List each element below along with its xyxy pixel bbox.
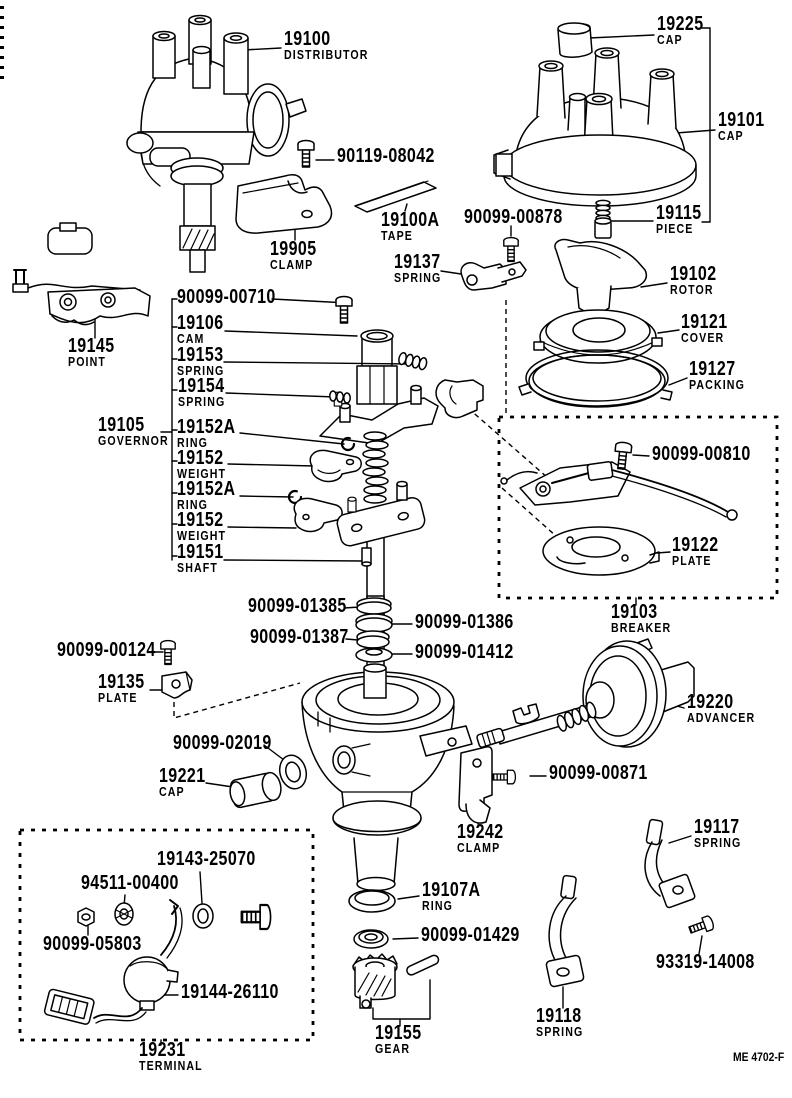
part-number: 90099-02019 <box>173 732 272 754</box>
part-name: SPRING <box>536 1025 584 1039</box>
part-number: 19220 <box>687 691 734 713</box>
part-name: TAPE <box>381 229 413 243</box>
scan-artifacts <box>0 6 4 79</box>
part-label-19144-26110 <box>181 982 303 1002</box>
part-number: 90099-01429 <box>421 924 520 946</box>
part-label-19122 <box>672 535 730 568</box>
part-label-19152 <box>177 448 235 481</box>
part-label-19143-25070 <box>157 849 280 869</box>
cap-19225-drawing <box>558 23 592 57</box>
part-name: SPRING <box>394 271 442 285</box>
part-label-19155 <box>375 1023 433 1056</box>
part-label-19135 <box>98 672 156 705</box>
part-number: 19145 <box>68 335 115 357</box>
spring-19137-drawing <box>461 238 526 290</box>
part-name: POINT <box>68 355 106 369</box>
part-name: DISTRIBUTOR <box>284 48 369 62</box>
part-name: BREAKER <box>611 621 672 635</box>
part-label-19152 <box>177 510 235 543</box>
part-number: 19905 <box>270 238 317 260</box>
part-label-19137 <box>394 252 452 285</box>
part-number: 19105 <box>98 414 145 436</box>
part-label-19103 <box>611 602 682 635</box>
part-number: 19118 <box>536 1005 582 1027</box>
part-name: SHAFT <box>177 561 218 575</box>
part-name: GEAR <box>375 1042 411 1056</box>
part-name: WEIGHT <box>177 467 227 481</box>
distributor-assembly-drawing <box>127 16 306 273</box>
part-number: 90099-00124 <box>57 639 156 661</box>
part-number: 19102 <box>670 263 717 285</box>
part-name: SPRING <box>177 364 225 378</box>
part-label-19220 <box>687 692 767 725</box>
part-name: WEIGHT <box>177 529 227 543</box>
part-name: PIECE <box>656 222 694 236</box>
governor-stack-drawing <box>289 297 483 603</box>
part-number: 90099-00878 <box>464 206 563 228</box>
screw-93319-14008-drawing <box>688 915 715 937</box>
part-number: 19231 <box>139 1039 186 1061</box>
part-number: 90099-05803 <box>43 933 142 955</box>
part-name: GOVERNOR <box>98 434 169 448</box>
part-label-90119-08042 <box>337 146 459 166</box>
part-label-19117 <box>694 817 751 850</box>
gear-19155-drawing <box>353 954 440 1008</box>
part-label-19121 <box>681 312 739 345</box>
part-number: 90099-01386 <box>415 611 514 633</box>
part-number: 19117 <box>694 816 740 838</box>
part-number: 19107A <box>422 879 481 901</box>
part-number: 19121 <box>681 311 728 333</box>
tape-19100A-drawing <box>355 181 436 212</box>
part-label-19107A <box>422 880 495 913</box>
part-number: 19152 <box>177 447 224 469</box>
part-label-90099-00810 <box>652 444 775 464</box>
terminal-assembly-drawing <box>44 900 271 1025</box>
part-label-19106 <box>177 313 235 346</box>
cap-19101-drawing <box>494 48 696 206</box>
part-label-19127 <box>689 359 755 392</box>
part-number: 19106 <box>177 312 224 334</box>
part-label-19100A <box>381 210 454 243</box>
part-label-19905 <box>270 239 328 272</box>
part-name: SPRING <box>178 395 226 409</box>
part-number: 94511-00400 <box>81 872 179 894</box>
part-number: 19122 <box>672 534 719 556</box>
part-number: 19155 <box>375 1022 422 1044</box>
part-number: 19221 <box>159 765 206 787</box>
part-label-19151 <box>177 542 235 575</box>
part-label-94511-00400 <box>81 873 203 893</box>
part-label-19115 <box>656 203 713 236</box>
plate-19135-drawing <box>162 672 192 698</box>
part-name: CLAMP <box>457 841 501 855</box>
housing-drawing <box>302 664 472 891</box>
part-number: 90099-00810 <box>652 443 751 465</box>
part-number: 19151 <box>177 541 224 563</box>
part-label-19102 <box>670 264 728 297</box>
part-number: 19143-25070 <box>157 848 256 870</box>
part-name: CAP <box>159 785 185 799</box>
rotor-19102-drawing <box>555 240 646 313</box>
spring-19117-drawing <box>645 819 696 908</box>
part-label-19152A <box>177 479 250 512</box>
part-label-90099-00124 <box>57 640 180 660</box>
part-label-90099-01385 <box>248 596 371 616</box>
part-number: 19101 <box>718 109 765 131</box>
part-number: 19242 <box>457 821 504 843</box>
part-label-93319-14008 <box>656 952 779 972</box>
part-name: COVER <box>681 331 725 345</box>
part-number: 93319-14008 <box>656 951 755 973</box>
part-label-19154 <box>178 376 236 409</box>
clamp-19242-drawing <box>459 747 492 823</box>
part-label-19152A <box>177 417 250 450</box>
clamp-19905-drawing <box>236 175 332 233</box>
part-name: CAM <box>177 332 205 346</box>
part-number: 19127 <box>689 358 736 380</box>
part-name: PACKING <box>689 378 745 392</box>
ring-19107A-drawing <box>349 890 395 912</box>
part-label-19100 <box>284 29 384 62</box>
part-label-90099-01386 <box>415 612 538 632</box>
part-name: RING <box>177 436 208 450</box>
part-label-19225 <box>657 14 715 47</box>
part-number: 19135 <box>98 671 145 693</box>
drawing-code: ME 4702-F <box>733 1052 785 1064</box>
piece-19115-drawing <box>595 200 611 238</box>
part-name: SPRING <box>694 836 742 850</box>
part-name: CAP <box>718 129 744 143</box>
bolt-90119-08042-drawing <box>298 141 314 168</box>
spring-19118-drawing <box>546 875 585 987</box>
part-number: 90099-00871 <box>549 762 648 784</box>
screw-90099-00871-drawing <box>493 770 516 784</box>
part-number: 19115 <box>656 202 702 224</box>
part-number: 90099-01385 <box>248 595 347 617</box>
part-label-90099-01412 <box>415 642 538 662</box>
part-label-19105 <box>98 415 181 448</box>
part-number: 19137 <box>394 251 441 273</box>
point-19145-drawing <box>13 223 150 325</box>
part-label-90099-05803 <box>43 934 166 954</box>
part-name: ROTOR <box>670 283 714 297</box>
part-number: 90119-08042 <box>337 145 435 167</box>
part-name: CLAMP <box>270 258 314 272</box>
part-label-90099-01387 <box>250 627 373 647</box>
cap-19221-drawing <box>228 771 284 809</box>
part-number: 19153 <box>177 344 224 366</box>
part-name: PLATE <box>672 554 712 568</box>
part-number: 19152 <box>177 509 224 531</box>
part-label-90099-00871 <box>549 763 672 783</box>
part-number: 90099-00710 <box>177 286 276 308</box>
part-name: ADVANCER <box>687 711 756 725</box>
part-name: TERMINAL <box>139 1059 203 1073</box>
part-number: 19103 <box>611 601 658 623</box>
part-number: 19154 <box>178 375 225 397</box>
part-label-19118 <box>536 1006 593 1039</box>
part-label-19221 <box>159 766 217 799</box>
part-name: RING <box>422 899 453 913</box>
part-name: PLATE <box>98 691 138 705</box>
part-number: 19100 <box>284 28 331 50</box>
part-label-19153 <box>177 345 235 378</box>
part-label-19231 <box>139 1040 214 1073</box>
part-number: 19225 <box>657 13 704 35</box>
part-label-90099-00710 <box>177 287 300 307</box>
part-label-19242 <box>457 822 515 855</box>
washer-90099-01429-drawing <box>354 930 388 948</box>
part-label-19145 <box>68 336 126 369</box>
part-name: RING <box>177 498 208 512</box>
part-label-90099-02019 <box>173 733 296 753</box>
part-number: 19144-26110 <box>181 981 279 1003</box>
part-label-90099-00878 <box>464 207 587 227</box>
part-number: 90099-01412 <box>415 641 514 663</box>
part-number: 19152A <box>177 478 236 500</box>
part-number: 19100A <box>381 209 440 231</box>
part-label-19101 <box>718 110 776 143</box>
part-number: 19152A <box>177 416 236 438</box>
part-name: CAP <box>657 33 683 47</box>
part-label-90099-01429 <box>421 925 544 945</box>
part-number: 90099-01387 <box>250 626 349 648</box>
plate-19122-drawing <box>543 527 659 575</box>
